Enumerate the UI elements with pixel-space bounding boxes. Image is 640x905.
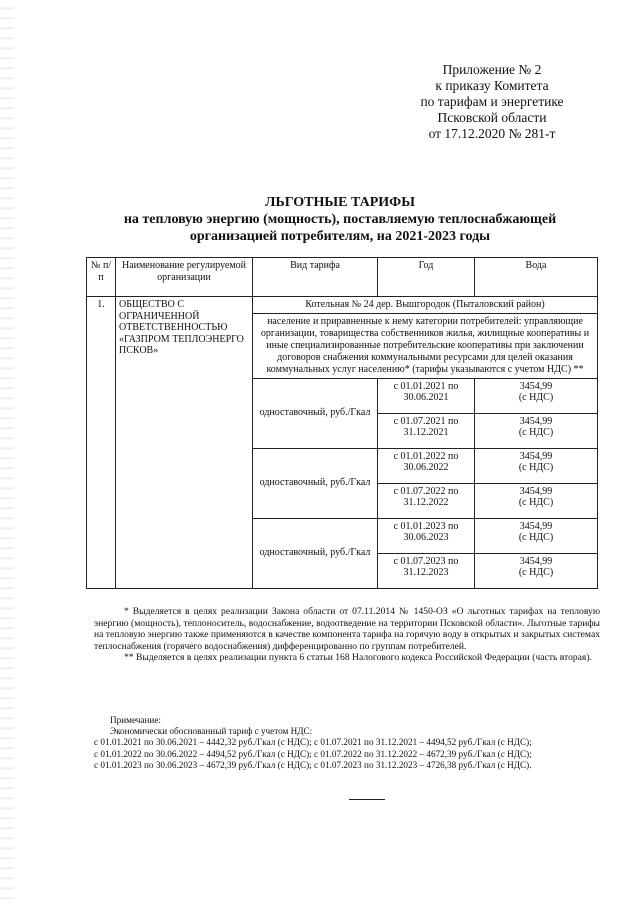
vat-note: (с НДС) <box>518 427 554 438</box>
row-number: 1. <box>87 297 116 589</box>
appendix-line: Псковской области <box>437 110 547 125</box>
tariff-value: 3454,99 <box>519 555 553 567</box>
appendix-header <box>382 62 602 142</box>
closing-rule <box>349 799 385 800</box>
scan-edge-artifact <box>0 0 14 905</box>
footnote-1: * Выделяется в целях реализации Закона области от 07.11.2014 № 1450-ОЗ «О льготных тарифах на тепловую энергию (мощность), теплоноситель, водоснабжение, водоотведение на территории Псковской области». Льготные тарифы на тепловую энергию также применяются в качестве компонента тарифа на горячую воду в открытых и закрытых системах теплоснабжения (горячего водоснабжения) дифференцированно по группам потребителей. <box>94 606 600 652</box>
table-header-row <box>87 258 598 297</box>
appendix-line: от 17.12.2020 № 281-т <box>428 126 556 141</box>
tariff-period: с 01.01.2021 по 30.06.2021 <box>378 378 475 413</box>
footnote-2: ** Выделяется в целях реализации пункта 6 статьи 168 Налогового кодекса Российской Федерации (часть вторая). <box>124 652 592 664</box>
tariff-value-cell <box>475 553 598 588</box>
note-line: с 01.01.2022 по 30.06.2022 – 4494,52 руб./Гкал (с НДС); с 01.07.2022 по 31.12.2022 – 4672,39 руб./Гкал (с НДС); <box>94 748 532 759</box>
footnotes <box>94 606 600 664</box>
consumer-category: население и приравненные к нему категории потребителей: управляющие организации, товарищества собственников жилья, жилищные кооперативы и иные специализированные потребительские кооперативы при заключении договоров снабжения коммунальными ресурсами для целей оказания коммунальных услуг населению* (тарифы указываются с учетом НДС) ** <box>253 313 598 378</box>
tariff-value-cell <box>475 448 598 483</box>
tariff-period: с 01.07.2021 по 31.12.2021 <box>378 413 475 448</box>
tariff-period: с 01.07.2022 по 31.12.2022 <box>378 483 475 518</box>
boiler-house: Котельная № 24 дер. Вышгородок (Пыталовский район) <box>253 297 598 314</box>
table-row <box>87 297 598 314</box>
tariff-value-cell <box>475 483 598 518</box>
tariff-type: одноставочный, руб./Гкал <box>253 518 378 588</box>
tariff-value-cell <box>475 413 598 448</box>
tariff-value: 3454,99 <box>519 485 553 497</box>
vat-note: (с НДС) <box>518 532 554 543</box>
tariff-value: 3454,99 <box>519 415 553 427</box>
appendix-line: Приложение № 2 <box>442 62 542 77</box>
tariff-period: с 01.07.2023 по 31.12.2023 <box>378 553 475 588</box>
tariff-value: 3454,99 <box>519 380 553 392</box>
header-water: Вода <box>475 258 598 297</box>
title-line-1: ЛЬГОТНЫЕ ТАРИФЫ <box>265 195 415 210</box>
tariff-table <box>86 257 598 589</box>
header-type: Вид тарифа <box>253 258 378 297</box>
tariff-value-cell <box>475 378 598 413</box>
title-line-2: на тепловую энергию (мощность), поставляемую теплоснабжающей <box>123 212 557 227</box>
note-line: с 01.01.2023 по 30.06.2023 – 4672,39 руб./Гкал (с НДС); с 01.07.2023 по 31.12.2023 – 4726,38 руб./Гкал (с НДС). <box>94 759 532 770</box>
title-line-3: организацией потребителям, на 2021-2023 годы <box>189 229 491 244</box>
tariff-period: с 01.01.2023 по 30.06.2023 <box>378 518 475 553</box>
tariff-value-cell <box>475 518 598 553</box>
tariff-value: 3454,99 <box>519 450 553 462</box>
vat-note: (с НДС) <box>518 567 554 578</box>
tariff-period: с 01.01.2022 по 30.06.2022 <box>378 448 475 483</box>
document-title <box>70 194 610 245</box>
vat-note: (с НДС) <box>518 462 554 473</box>
header-year: Год <box>378 258 475 297</box>
note-section <box>94 715 614 771</box>
note-line: с 01.01.2021 по 30.06.2021 – 4442,32 руб./Гкал (с НДС); с 01.07.2021 по 31.12.2021 – 4494,52 руб./Гкал (с НДС); <box>94 737 532 748</box>
note-subheading: Экономически обоснованный тариф с учетом НДС: <box>110 726 313 737</box>
appendix-line: к приказу Комитета <box>435 78 549 93</box>
header-num: № п/п <box>87 258 116 297</box>
organization-name: ОБЩЕСТВО С ОГРАНИЧЕННОЙ ОТВЕТСТВЕННОСТЬЮ «ГАЗПРОМ ТЕПЛОЭНЕРГО ПСКОВ» <box>116 297 253 589</box>
tariff-type: одноставочный, руб./Гкал <box>253 448 378 518</box>
vat-note: (с НДС) <box>518 392 554 403</box>
tariff-value: 3454,99 <box>519 520 553 532</box>
appendix-line: по тарифам и энергетике <box>420 94 564 109</box>
note-heading: Примечание: <box>110 715 161 725</box>
tariff-type: одноставочный, руб./Гкал <box>253 378 378 448</box>
header-org: Наименование регулируемой организации <box>116 258 253 297</box>
vat-note: (с НДС) <box>518 497 554 508</box>
